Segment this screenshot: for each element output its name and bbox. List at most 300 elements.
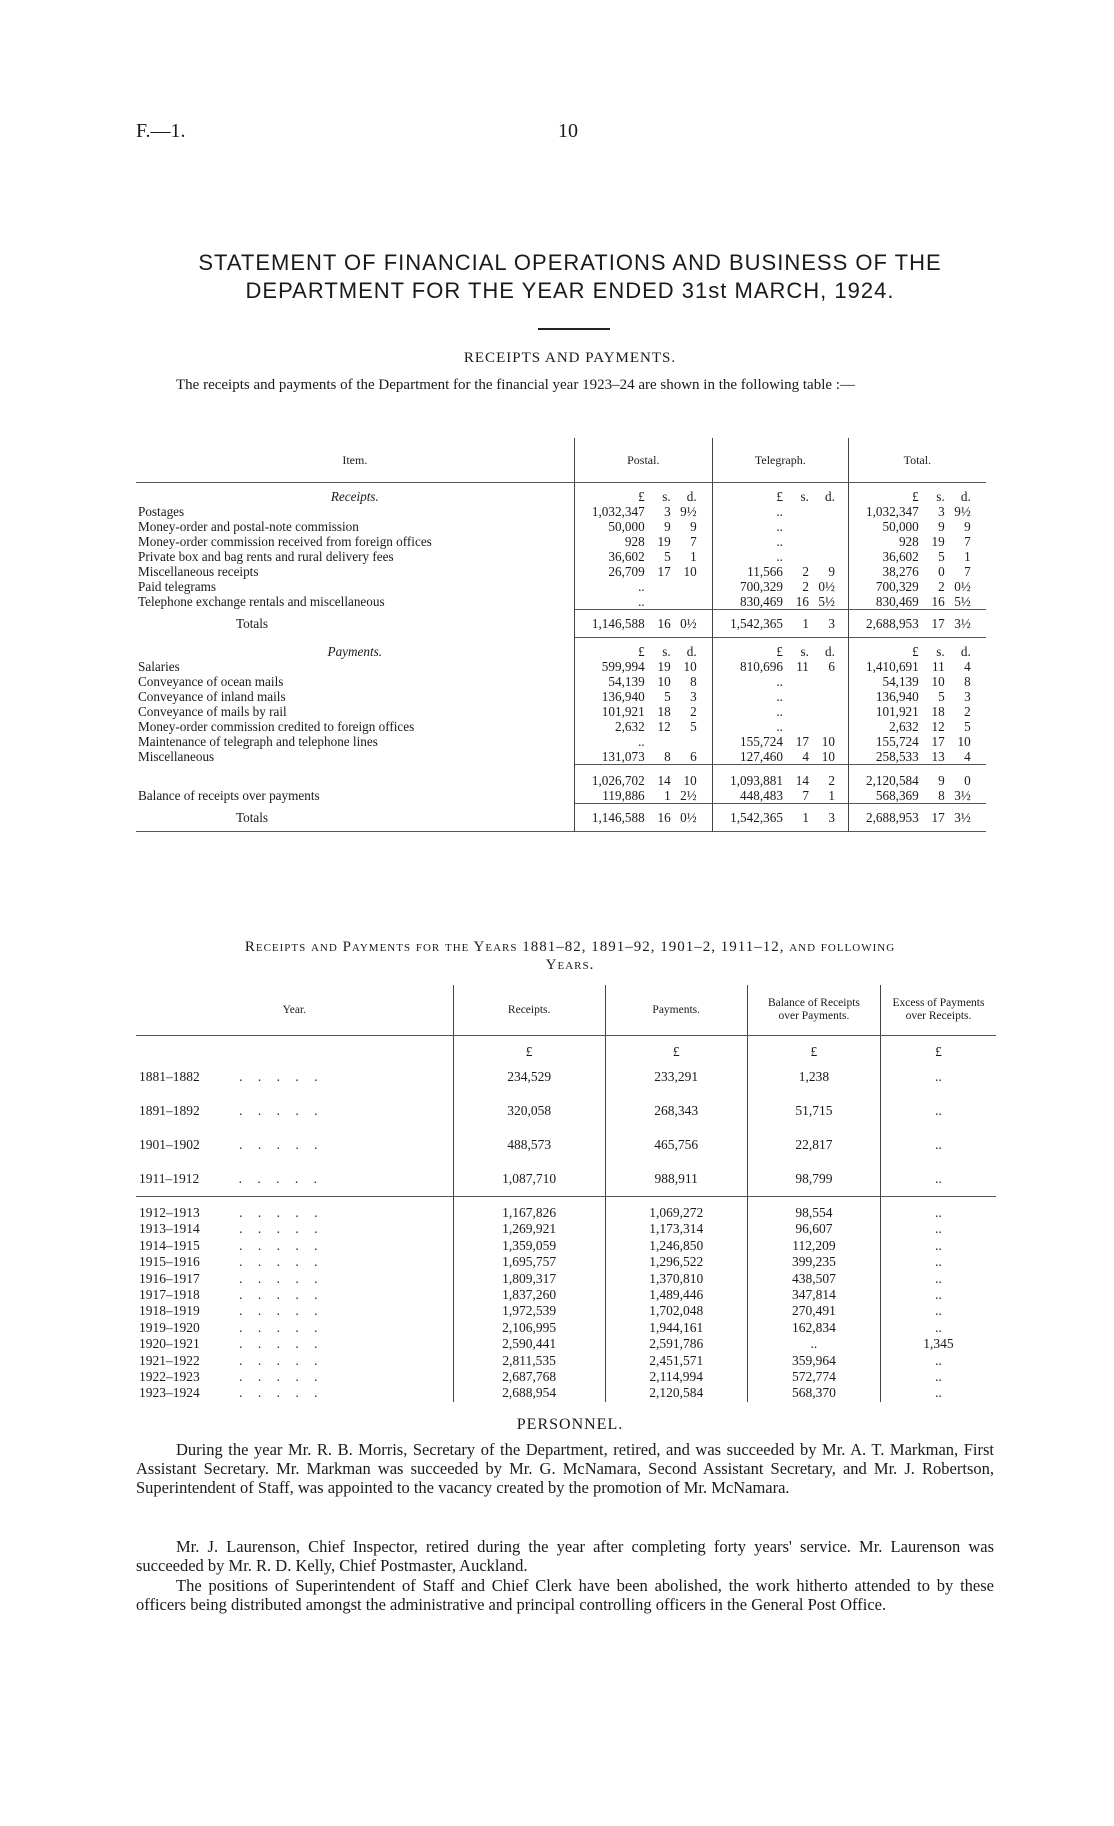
pence: 2½ <box>680 788 697 803</box>
postal-cell <box>574 734 712 749</box>
unit-pound: £ <box>912 489 919 504</box>
column-header-balance <box>747 985 880 1036</box>
pence: 5½ <box>954 594 971 609</box>
table-row <box>136 1336 996 1352</box>
shillings: 9 <box>938 519 945 534</box>
total-cell <box>848 749 986 765</box>
table-row <box>136 1221 996 1237</box>
telegraph-cell <box>712 719 848 734</box>
unit-pound: £ <box>638 489 645 504</box>
telegraph-cell <box>712 610 848 638</box>
table-row <box>136 504 986 519</box>
item-label: Private box and bag rents and rural delivery fees <box>136 549 574 564</box>
postal-cell <box>574 610 712 638</box>
receipts-cell: 1,269,921 <box>453 1221 605 1237</box>
postal-cell <box>574 788 712 804</box>
receipts-cell: 2,811,535 <box>453 1353 605 1369</box>
unit-pound: £ <box>638 644 645 659</box>
receipts-cell: 234,529 <box>453 1060 605 1094</box>
shillings: 5 <box>664 549 671 564</box>
total-cell <box>848 734 986 749</box>
balance-cell: 98,554 <box>747 1205 880 1221</box>
year-label: 1913–1914 <box>139 1221 200 1237</box>
table-row <box>136 1128 996 1162</box>
shillings: 19 <box>657 534 671 549</box>
pence: 3 <box>690 689 697 704</box>
shillings: 17 <box>795 734 809 749</box>
pence: 1 <box>690 549 697 564</box>
leader-dots: . . . . . <box>229 1069 324 1084</box>
balance-cell: 572,774 <box>747 1369 880 1385</box>
shillings: 2 <box>802 564 809 579</box>
shillings: 17 <box>931 734 945 749</box>
postal-cell <box>574 659 712 674</box>
item-label: Conveyance of mails by rail <box>136 704 574 719</box>
excess-cell: .. <box>935 1369 942 1385</box>
column-header-receipts: Receipts. <box>453 985 605 1036</box>
pounds: 119,886 <box>602 788 645 803</box>
year-label: 1912–1913 <box>139 1205 200 1220</box>
leader-dots: . . . . . <box>229 1319 324 1335</box>
pounds: 36,602 <box>882 549 919 564</box>
year-label: 1916–1917 <box>139 1270 200 1286</box>
table-row <box>136 1205 996 1221</box>
postal-cell <box>574 704 712 719</box>
balance-cell: .. <box>747 1336 880 1352</box>
year-label: 1918–1919 <box>139 1303 200 1319</box>
total-cell <box>848 594 986 610</box>
pounds: .. <box>776 534 783 549</box>
table-row <box>136 1287 996 1303</box>
pounds: 928 <box>624 534 645 549</box>
shillings: 4 <box>802 749 809 764</box>
payments-cell: 1,069,272 <box>605 1205 747 1221</box>
item-label: Telephone exchange rentals and miscellaneous <box>136 594 574 610</box>
shillings: 7 <box>802 788 809 803</box>
table-row <box>136 719 986 734</box>
units-row <box>136 1036 996 1061</box>
pence: 3 <box>828 810 835 825</box>
years-table-heading <box>100 938 1040 974</box>
pounds: .. <box>638 734 645 749</box>
balance-cell: 22,817 <box>747 1128 880 1162</box>
telegraph-cell <box>712 659 848 674</box>
pence: 10 <box>957 734 971 749</box>
table-row <box>136 1254 996 1270</box>
year-label: 1914–1915 <box>139 1237 200 1253</box>
pounds: 1,542,365 <box>730 616 783 631</box>
receipts-cell: 320,058 <box>453 1094 605 1128</box>
leader-dots: . . . . . <box>229 1352 324 1368</box>
pence: 5½ <box>818 594 835 609</box>
pence: 10 <box>821 749 835 764</box>
final-totals-row-label: Totals <box>136 804 574 832</box>
unit-shilling: s. <box>936 489 945 504</box>
year-label: 1915–1916 <box>139 1254 200 1270</box>
pence: 9 <box>828 564 835 579</box>
unit-pence: d. <box>686 644 697 659</box>
excess-cell: .. <box>935 1352 942 1368</box>
final-totals-row <box>136 804 986 832</box>
title-rule <box>538 328 610 330</box>
postal-cell <box>574 534 712 549</box>
table-row <box>136 1060 996 1094</box>
pounds: 2,688,953 <box>865 810 919 825</box>
receipts-totals-row-label: Totals <box>136 610 574 638</box>
item-label: Maintenance of telegraph and telephone lines <box>136 734 574 749</box>
balance-cell: 399,235 <box>747 1254 880 1270</box>
pounds: 568,369 <box>875 788 919 803</box>
empty-cell <box>136 1036 453 1061</box>
personnel-paragraph: Mr. J. Laurenson, Chief Inspector, retired during the year after completing forty years' service. Mr. Laurenson was succeeded by Mr. R. D. Kelly, Chief Postmaster, Auckland. <box>136 1537 994 1575</box>
leader-dots: . . . . . <box>229 1237 324 1253</box>
section-header-row <box>136 638 986 660</box>
shillings: 2 <box>802 579 809 594</box>
receipts-payments-heading: RECEIPTS AND PAYMENTS. <box>463 350 677 366</box>
telegraph-cell <box>712 534 848 549</box>
unit-pound: £ <box>912 644 919 659</box>
unit-pound: £ <box>776 644 783 659</box>
pounds: 830,469 <box>740 594 783 609</box>
excess-cell: 1,345 <box>923 1336 954 1352</box>
column-header-excess <box>880 985 996 1036</box>
telegraph-cell <box>712 765 848 789</box>
pence: 0 <box>964 773 971 788</box>
shillings: 17 <box>931 810 945 825</box>
pounds: 810,696 <box>740 659 783 674</box>
pounds: .. <box>776 719 783 734</box>
receipts-totals-row <box>136 610 986 638</box>
document-reference: F.—1. <box>136 120 186 142</box>
year-cell <box>136 1205 453 1221</box>
pence: 9 <box>690 519 697 534</box>
column-header-item: Item. <box>136 438 574 483</box>
payments-cell: 465,756 <box>605 1128 747 1162</box>
pounds: 1,032,347 <box>865 504 919 519</box>
personnel-heading: PERSONNEL. <box>516 1416 624 1433</box>
year-cell <box>136 1353 453 1369</box>
pounds: .. <box>638 579 645 594</box>
shillings: 1 <box>664 788 671 803</box>
payments-cell: 1,296,522 <box>605 1254 747 1270</box>
postal-units <box>574 638 712 660</box>
postal-cell <box>574 504 712 519</box>
payments-cell: 2,120,584 <box>605 1385 747 1401</box>
pence: 6 <box>690 749 697 764</box>
receipts-section-label: Receipts. <box>136 483 574 505</box>
pence: 8 <box>690 674 697 689</box>
pounds: 928 <box>898 534 919 549</box>
pence: 10 <box>821 734 835 749</box>
pounds: 155,724 <box>740 734 783 749</box>
year-cell <box>136 1271 453 1287</box>
pounds: 11,566 <box>747 564 783 579</box>
item-label: Paid telegrams <box>136 579 574 594</box>
pence: 7 <box>690 534 697 549</box>
year-label: 1923–1924 <box>139 1385 200 1401</box>
pence: 0½ <box>818 579 835 594</box>
unit-pence: d. <box>960 489 971 504</box>
shillings: 18 <box>931 704 945 719</box>
pounds: 136,940 <box>601 689 645 704</box>
table-row <box>136 749 986 765</box>
pence: 3½ <box>954 810 971 825</box>
pence: 0½ <box>680 616 697 631</box>
year-cell <box>136 1060 453 1094</box>
unit-pound: £ <box>747 1036 880 1061</box>
leader-dots: . . . . . <box>229 1137 324 1152</box>
table-row <box>136 594 986 610</box>
excess-cell: .. <box>935 1205 942 1220</box>
payments-cell: 2,114,994 <box>605 1369 747 1385</box>
receipts-cell: 2,590,441 <box>453 1336 605 1352</box>
pounds: 127,460 <box>740 749 783 764</box>
postal-cell <box>574 719 712 734</box>
shillings: 12 <box>657 719 671 734</box>
pounds: .. <box>776 504 783 519</box>
receipts-payments-intro: The receipts and payments of the Department for the financial year 1923–24 are shown in the following table :— <box>176 377 855 393</box>
item-label: Postages <box>136 504 574 519</box>
pounds: .. <box>776 519 783 534</box>
shillings: 16 <box>795 594 809 609</box>
table-row <box>136 549 986 564</box>
item-label: Salaries <box>136 659 574 674</box>
pence: 5 <box>964 719 971 734</box>
payments-section-label: Payments. <box>136 638 574 660</box>
year-label: 1921–1922 <box>139 1352 200 1368</box>
balance-cell: 51,715 <box>747 1094 880 1128</box>
shillings: 17 <box>931 616 945 631</box>
unit-shilling: s. <box>936 644 945 659</box>
pounds: 2,120,584 <box>865 773 919 788</box>
pounds: 1,146,588 <box>591 810 645 825</box>
leader-dots: . . . . . <box>229 1270 324 1286</box>
shillings: 16 <box>931 594 945 609</box>
excess-cell: .. <box>935 1221 942 1237</box>
year-cell <box>136 1369 453 1385</box>
shillings: 8 <box>664 749 671 764</box>
telegraph-cell <box>712 519 848 534</box>
table-row <box>136 704 986 719</box>
shillings: 10 <box>657 674 671 689</box>
total-cell <box>848 659 986 674</box>
pounds: .. <box>776 704 783 719</box>
column-header-payments: Payments. <box>605 985 747 1036</box>
item-label: Miscellaneous <box>136 749 574 765</box>
payments-cell: 988,911 <box>605 1162 747 1197</box>
leader-dots: . . . . . <box>229 1171 323 1186</box>
year-cell <box>136 1162 453 1197</box>
leader-dots: . . . . . <box>229 1103 324 1118</box>
receipts-cell: 1,167,826 <box>453 1205 605 1221</box>
excess-cell: .. <box>935 1303 942 1319</box>
telegraph-cell <box>712 504 848 519</box>
telegraph-cell <box>712 788 848 804</box>
shillings: 9 <box>938 773 945 788</box>
total-cell <box>848 719 986 734</box>
table-row <box>136 1320 996 1336</box>
empty-cell <box>136 765 574 789</box>
year-label: 1891–1892 <box>139 1103 200 1118</box>
year-cell <box>136 1336 453 1352</box>
shillings: 17 <box>657 564 671 579</box>
postal-cell <box>574 564 712 579</box>
postal-cell <box>574 689 712 704</box>
pounds: 2,632 <box>614 719 645 734</box>
pence: 4 <box>964 749 971 764</box>
telegraph-cell <box>712 804 848 832</box>
shillings: 16 <box>657 810 671 825</box>
leader-dots: . . . . . <box>229 1205 324 1220</box>
unit-pound: £ <box>605 1036 747 1061</box>
receipts-cell: 1,837,260 <box>453 1287 605 1303</box>
empty-cell <box>747 1197 880 1206</box>
pence: 10 <box>683 564 697 579</box>
excess-cell: .. <box>935 1385 942 1401</box>
pounds: 101,921 <box>601 704 645 719</box>
pence: 4 <box>964 659 971 674</box>
shillings: 5 <box>938 549 945 564</box>
table-row <box>136 1162 996 1197</box>
statement-title-line1: STATEMENT OF FINANCIAL OPERATIONS AND BUSINESS OF THE <box>198 250 942 275</box>
postal-cell <box>574 765 712 789</box>
table-row <box>136 1094 996 1128</box>
page-number: 10 <box>558 120 578 142</box>
year-cell <box>136 1238 453 1254</box>
item-label: Money-order and postal-note commission <box>136 519 574 534</box>
empty-cell <box>880 1197 996 1206</box>
year-label: 1911–1912 <box>139 1171 200 1186</box>
year-cell <box>136 1320 453 1336</box>
payments-cell: 1,944,161 <box>605 1320 747 1336</box>
pounds: .. <box>776 689 783 704</box>
payments-cell: 2,591,786 <box>605 1336 747 1352</box>
shillings: 11 <box>796 659 809 674</box>
unit-pence: d. <box>960 644 971 659</box>
table-row <box>136 659 986 674</box>
pence: 10 <box>683 659 697 674</box>
pence: 3 <box>964 689 971 704</box>
shillings: 0 <box>938 564 945 579</box>
balance-row <box>136 788 986 804</box>
payments-cell: 233,291 <box>605 1060 747 1094</box>
pounds: 101,921 <box>875 704 919 719</box>
total-cell <box>848 504 986 519</box>
leader-dots: . . . . . <box>229 1254 324 1270</box>
shillings: 1 <box>802 616 809 631</box>
unit-pound: £ <box>935 1044 942 1059</box>
pounds: 2,632 <box>889 719 919 734</box>
year-cell <box>136 1128 453 1162</box>
shillings: 5 <box>664 689 671 704</box>
pence: 3½ <box>954 616 971 631</box>
excess-cell: .. <box>935 1270 942 1286</box>
pounds: 26,709 <box>608 564 645 579</box>
pounds: .. <box>638 594 645 609</box>
pounds: 38,276 <box>882 564 919 579</box>
year-cell <box>136 1221 453 1237</box>
year-cell <box>136 1287 453 1303</box>
pence: 9½ <box>680 504 697 519</box>
table-header-row <box>136 438 986 483</box>
shillings: 2 <box>938 579 945 594</box>
receipts-cell: 2,688,954 <box>453 1385 605 1401</box>
year-cell <box>136 1303 453 1319</box>
total-units <box>848 483 986 505</box>
row-separator <box>136 1197 996 1206</box>
unit-pence: d. <box>825 489 835 504</box>
balance-cell: 438,507 <box>747 1271 880 1287</box>
payments-cell: 1,489,446 <box>605 1287 747 1303</box>
excess-cell: .. <box>935 1319 942 1335</box>
pounds: 830,469 <box>875 594 919 609</box>
pounds: 599,994 <box>601 659 645 674</box>
shillings: 11 <box>932 659 945 674</box>
pence: 2 <box>828 773 835 788</box>
payments-cell: 1,173,314 <box>605 1221 747 1237</box>
item-label: Money-order commission credited to foreign offices <box>136 719 574 734</box>
personnel-paragraph: During the year Mr. R. B. Morris, Secretary of the Department, retired, and was succeeded by Mr. A. T. Markman, First Assistant Secretary. Mr. Markman was succeeded by Mr. G. McNamara, Second Assistant Secretary, and Mr. J. Robertson, Superintendent of Staff, was appointed to the vacancy created by the promotion of Mr. McNamara. <box>136 1440 994 1497</box>
column-header-telegraph: Telegraph. <box>712 438 848 483</box>
unit-pound: £ <box>776 489 783 504</box>
payments-cell: 1,370,810 <box>605 1271 747 1287</box>
pence: 1 <box>828 788 835 803</box>
unit-pence: d. <box>825 644 835 659</box>
pounds: 54,139 <box>608 674 645 689</box>
total-cell <box>848 704 986 719</box>
shillings: 3 <box>664 504 671 519</box>
balance-cell: 347,814 <box>747 1287 880 1303</box>
table-row <box>136 674 986 689</box>
receipts-cell: 1,695,757 <box>453 1254 605 1270</box>
year-label: 1922–1923 <box>139 1369 200 1385</box>
leader-dots: . . . . . <box>229 1385 324 1401</box>
pounds: 136,940 <box>875 689 919 704</box>
pounds: 258,533 <box>875 749 919 764</box>
payments-cell: 1,246,850 <box>605 1238 747 1254</box>
leader-dots: . . . . . <box>229 1303 324 1319</box>
pence: 2 <box>690 704 697 719</box>
year-cell <box>136 1094 453 1128</box>
year-label: 1920–1921 <box>139 1336 200 1352</box>
telegraph-cell <box>712 594 848 610</box>
postal-cell <box>574 549 712 564</box>
year-cell <box>136 1254 453 1270</box>
pence: 7 <box>964 534 971 549</box>
pence: 9 <box>964 519 971 534</box>
shillings: 5 <box>938 689 945 704</box>
pounds: 700,329 <box>740 579 783 594</box>
unit-pence: d. <box>686 489 697 504</box>
pounds: .. <box>776 549 783 564</box>
postal-cell <box>574 519 712 534</box>
excess-cell: .. <box>935 1287 942 1303</box>
unit-shilling: s. <box>800 489 809 504</box>
shillings: 19 <box>931 534 945 549</box>
shillings: 14 <box>657 773 671 788</box>
pounds: 1,032,347 <box>591 504 645 519</box>
years-table <box>136 985 996 1402</box>
total-cell <box>848 579 986 594</box>
table-row <box>136 1369 996 1385</box>
unit-shilling: s. <box>800 644 809 659</box>
pounds: 2,688,953 <box>865 616 919 631</box>
postal-cell <box>574 594 712 610</box>
total-cell <box>848 519 986 534</box>
year-cell <box>136 1385 453 1401</box>
table-row <box>136 1385 996 1401</box>
total-cell <box>848 549 986 564</box>
